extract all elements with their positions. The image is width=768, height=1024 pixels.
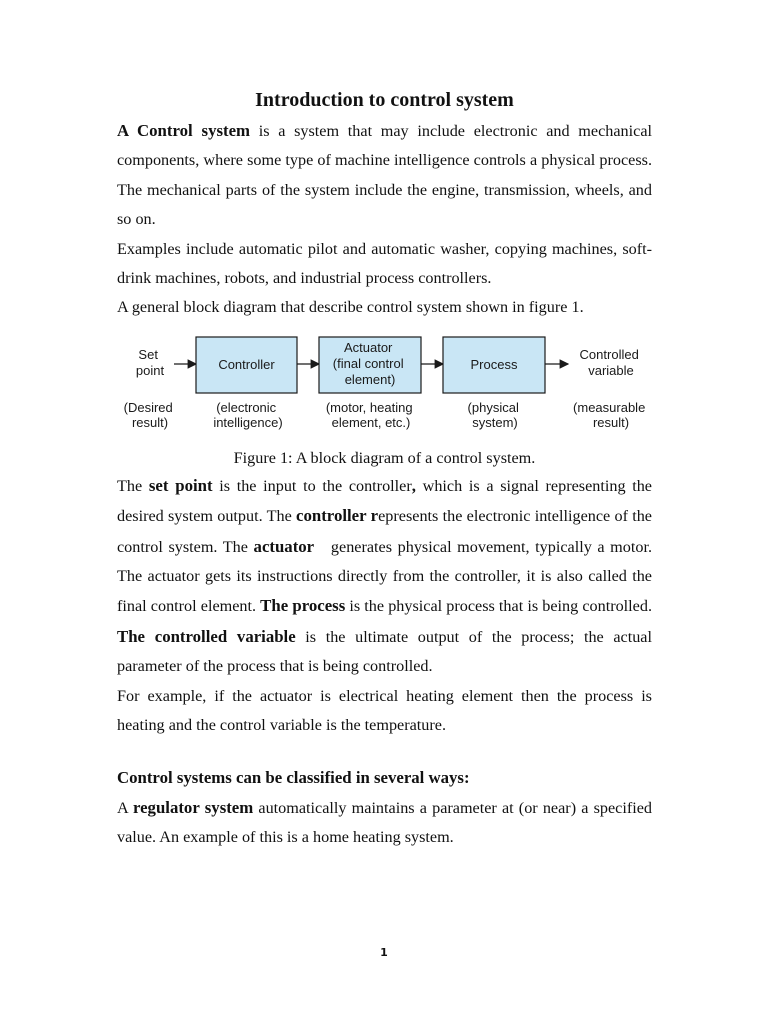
paragraph-definition [117,116,652,235]
process-block-label: Process [470,356,518,372]
term-actuator: actuator [253,536,315,556]
paragraph-components: The set point is the input to the controller, which is a signal representing the desired system output. The controller represents the electronic intelligence of the control system. The actuator generates physical movement, typically a motor. The actuator gets its instructions directly from the controller, it is also called the final control element. The process is the physical process that is being controlled. The controlled variable is the ultimate output of the process; the actual parameter of the process that is being controlled. [117,475,657,676]
term-controller: controller r [296,506,379,526]
paragraph-diagram-intro: A general block diagram that describe control system shown in figure 1. [117,298,584,317]
paragraph-examples: Examples include automatic pilot and automatic washer, copying machines, soft-drink machines, robots, and industrial process controllers. [117,239,652,288]
block-diagram [117,335,652,445]
output-note: (measurable result) [573,399,646,430]
term-process: The process [260,596,346,616]
actuator-note: (motor, heating element, etc.) [325,399,413,430]
paragraph-text: is a system that may include electronic and mechanical components, where some type of machine intelligence controls a physical process. The mechanical parts of the system include the engine, transmission, wheels, and so on. [117,122,652,229]
controller-block-label: Controller [218,356,275,372]
block-diagram-svg [117,335,652,445]
paragraph-example-heating: For example, if the actuator is electrical heating element then the process is heating and the control variable is the temperature. [117,686,652,735]
section-heading-text: Control systems can be classified in several ways: [117,767,470,787]
figure-caption: Figure 1: A block diagram of a control system. [233,448,536,467]
term-set-point: set point [148,475,213,495]
section-spacer [117,741,652,763]
term-control-system: A Control system [117,121,251,140]
controller-note: (electronic intelligence) [213,399,283,430]
page-title: Introduction to control system [255,89,514,111]
page-number: 1 [380,946,388,959]
output-label: Controlled variable [579,346,639,378]
paragraph-regulator: A regulator system automatically maintains a parameter at (or near) a specified value. An example of this is a home heating system. [117,797,653,847]
input-note: (Desired result) [123,399,173,430]
input-label: Set point [135,346,165,378]
term-regulator-system: regulator system [132,797,254,817]
process-note: (physical system) [467,399,519,430]
document-body [117,86,657,853]
actuator-block-label: Actuator (final control element) [332,339,404,387]
term-controlled-variable: The controlled variable [117,626,296,646]
section-heading [117,763,652,793]
